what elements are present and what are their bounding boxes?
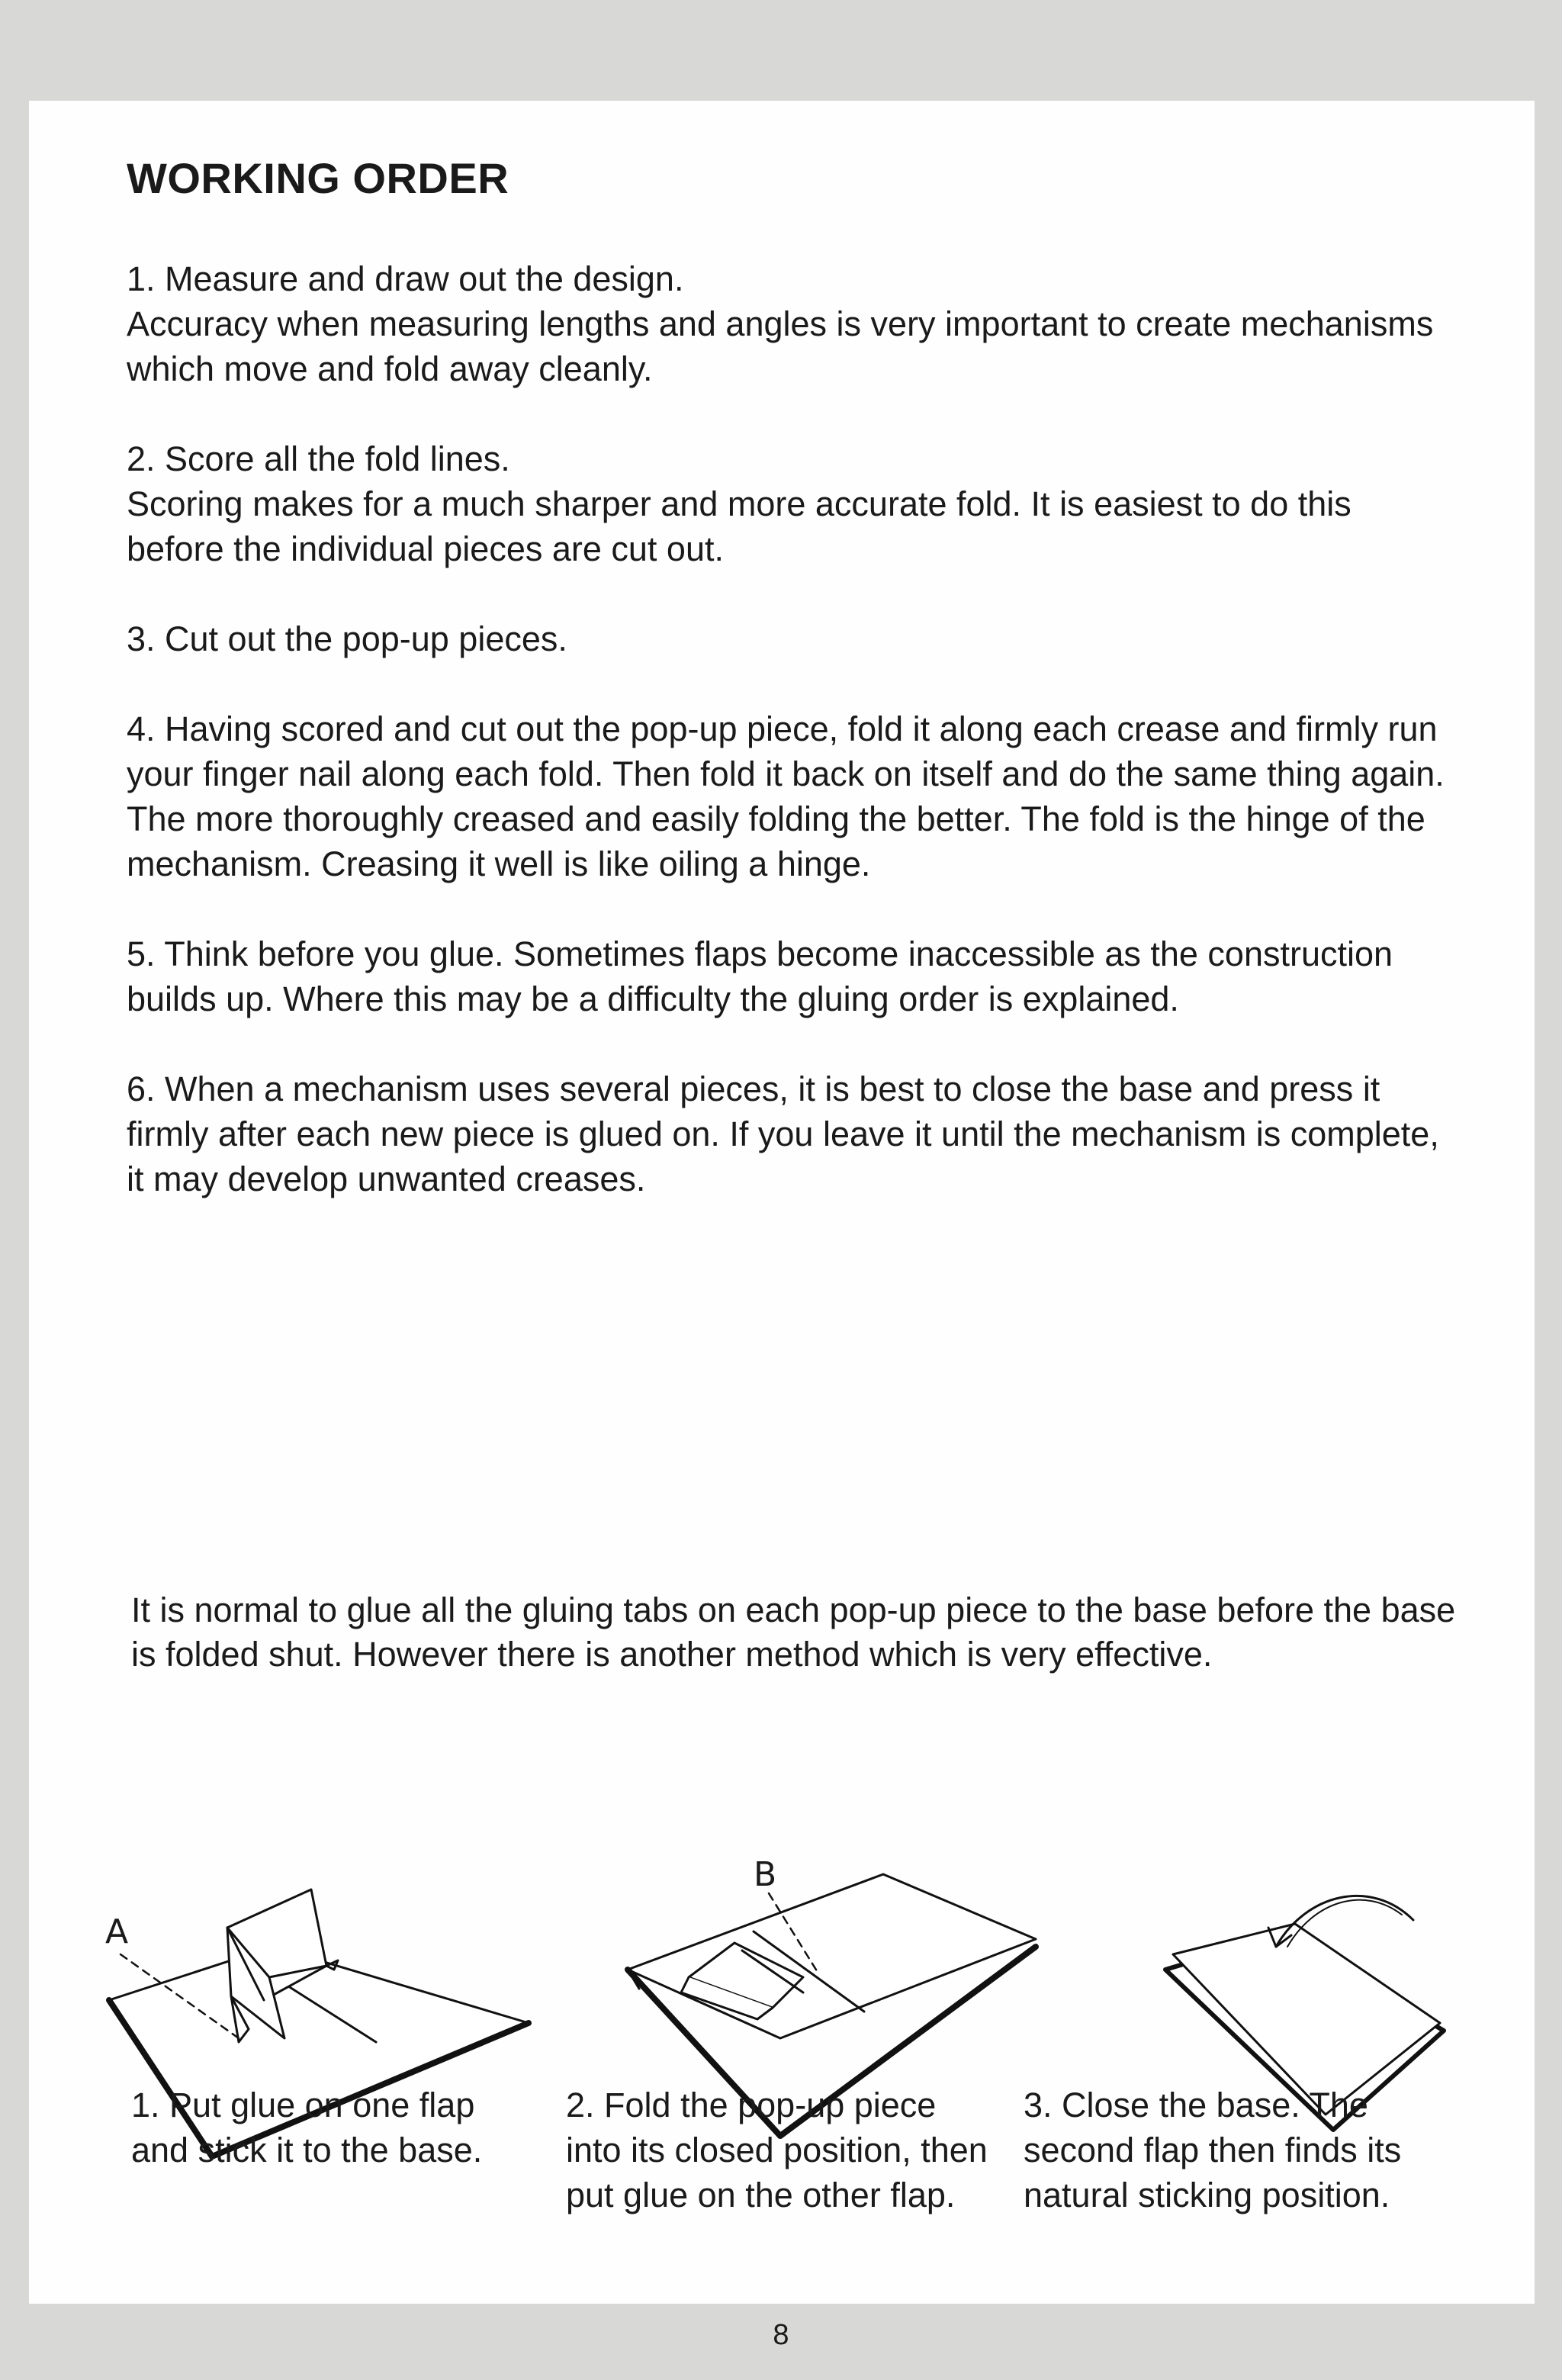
- step-4: [127, 706, 1454, 886]
- step-2-heading: 2. Score all the fold lines.: [127, 439, 510, 479]
- step-6-heading: 6. When a mechanism uses several pieces, it is best to close the base and press it firmly after each new piece is glued on. If you leave it until the mechanism is complete, it may develop unwanted creases.: [127, 1069, 1439, 1199]
- caption-3: 3. Close the base. The second flap then finds its natural sticking position.: [1024, 2086, 1402, 2214]
- step-5-heading: 5. Think before you glue. Sometimes flaps become inaccessible as the construction builds up. Where this may be a difficulty the gluing order is explained.: [127, 934, 1393, 1019]
- step-1-heading: 1. Measure and draw out the design.: [127, 259, 684, 299]
- page-title: WORKING ORDER: [127, 154, 509, 202]
- page-sheet: [29, 101, 1535, 2304]
- step-1-body: Accuracy when measuring lengths and angles is very important to create mechanisms which move and fold away cleanly.: [127, 304, 1434, 389]
- step-2: [127, 436, 1454, 571]
- figure-label-a: A: [105, 1912, 129, 1951]
- step-4-heading: 4. Having scored and cut out the pop-up piece, fold it along each crease and firmly run your finger nail along each fold. Then fold it back on itself and do the same thing again. The more thoroughly creased and easily folding the better. The fold is the hinge of the mechanism. Creasing it well is like oiling a hinge.: [127, 709, 1445, 884]
- figure-label-b: B: [754, 1855, 777, 1894]
- page-number: 8: [773, 2319, 789, 2351]
- step-6: [127, 1066, 1454, 1201]
- step-2-body: Scoring makes for a much sharper and more accurate fold. It is easiest to do this before the individual pieces are cut out.: [127, 484, 1351, 569]
- step-5: [127, 931, 1454, 1021]
- gluing-intro: It is normal to glue all the gluing tabs on each pop-up piece to the base before the base is folded shut. However there is another method which is very effective.: [131, 1590, 1456, 1674]
- step-3: [127, 616, 1454, 661]
- main-content: [127, 154, 1454, 1246]
- step-1: [127, 256, 1454, 391]
- caption-2: 2. Fold the pop-up piece into its closed position, then put glue on the other flap.: [566, 2086, 988, 2214]
- caption-1: 1. Put glue on one flap and stick it to the base.: [131, 2086, 483, 2169]
- step-3-heading: 3. Cut out the pop-up pieces.: [127, 619, 567, 659]
